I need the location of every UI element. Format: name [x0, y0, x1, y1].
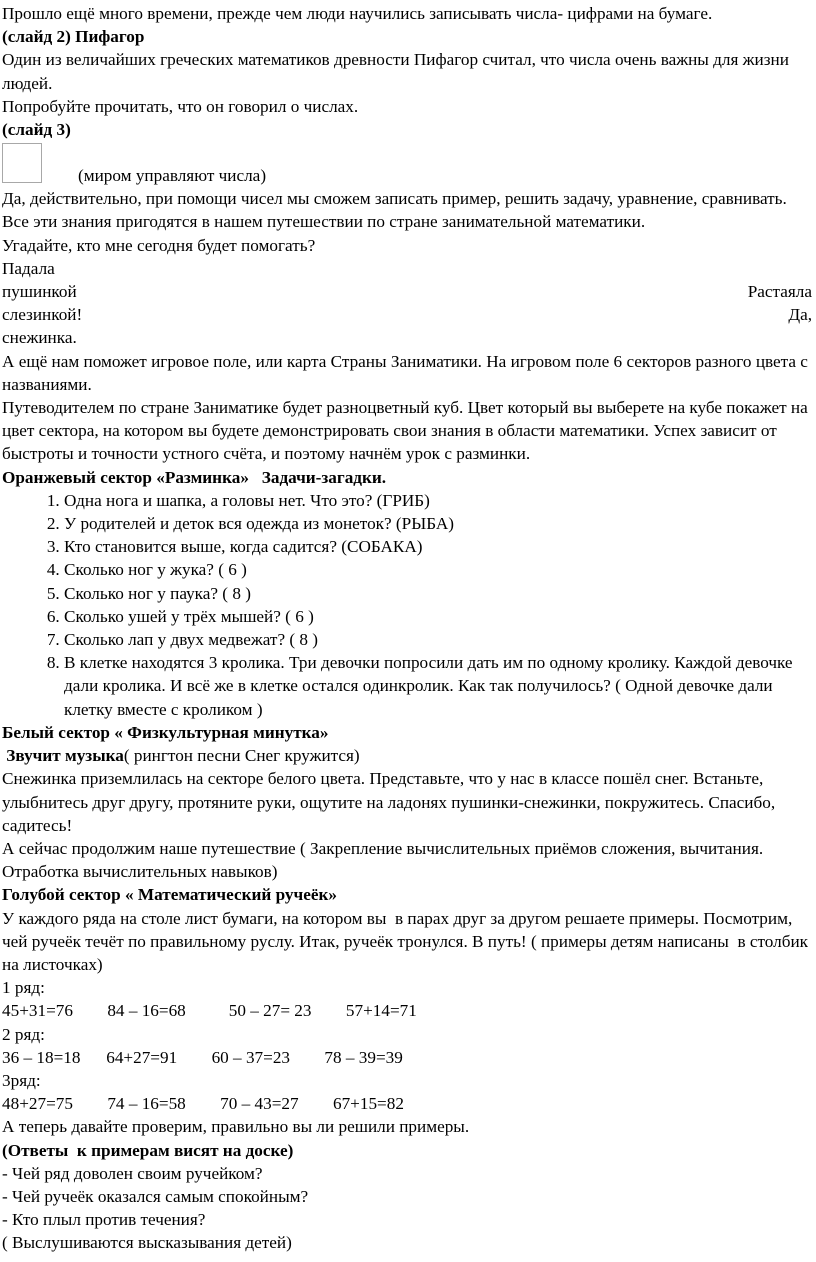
guess-paragraph: Угадайте, кто мне сегодня будет помогать?	[2, 235, 316, 255]
brook-paragraph: У каждого ряда на столе лист бумаги, на котором вы в парах друг за другом решаете примеры. Посмотрим, чей ручеёк течёт по правильному руслу. Итак, ручеёк тронулся. В путь! ( примеры детям написаны в столбик на листочках)	[2, 908, 813, 974]
numbers-paragraph: Да, действительно, при помощи чисел мы сможем записать пример, решить задачу, уравнение, сравнивать.	[2, 189, 787, 209]
snow-paragraph: Снежинка приземлилась на секторе белого цвета. Представьте, что у нас в классе пошёл снег. Встаньте, улыбнитесь друг другу, протяните руки, ощутите на ладонях пушинки-снежинки, покружитесь. Спасибо, садитесь!	[2, 769, 776, 835]
examples-block	[2, 976, 812, 1115]
riddles-list	[2, 489, 812, 721]
list-item: 4. Сколько ног у жука? ( 6 )	[64, 558, 812, 581]
list-item: 8. В клетке находятся 3 кролика. Три девочки попросили дать им по одному кролику. Каждой девочке дали кролика. И всё же в клетке остался одинкролик. Как так получилось? ( Одной девочке дали клетку вместе с кроликом )	[64, 651, 812, 721]
pythagoras-paragraph: Один из величайших греческих математиков древности Пифагор считал, что числа очень важны для жизни людей.	[2, 50, 789, 93]
music-line: Звучит музыка( рингтон песни Снег кружится)	[2, 746, 360, 766]
knowledge-paragraph: Все эти знания пригодятся в нашем путешествии по стране занимательной математики.	[2, 212, 646, 232]
list-item: 3. Кто становится выше, когда садится? (СОБАКА)	[64, 535, 812, 558]
orange-sector-heading: Оранжевый сектор «Разминка» Задачи-загадки.	[2, 467, 387, 487]
intro-paragraph: Прошло ещё много времени, прежде чем люди научились записывать числа- цифрами на бумаге.	[2, 4, 713, 23]
continue-paragraph: А сейчас продолжим наше путешествие ( Закрепление вычислительных приёмов сложения, вычитания. Отработка вычислительных навыков)	[2, 838, 764, 882]
list-item: 2. У родителей и деток вся одежда из монеток? (РЫБА)	[64, 512, 812, 535]
row-1-label: 1 ряд:	[2, 978, 45, 998]
blue-sector-heading: Голубой сектор « Математический ручеёк»	[2, 885, 337, 905]
check-paragraph: А теперь давайте проверим, правильно вы ли решили примеры.	[2, 1117, 470, 1137]
slide3-image-line	[2, 141, 812, 187]
slide3-heading: (слайд 3)	[2, 120, 71, 140]
riddle-line-2: пушинкой Растаяла	[2, 282, 812, 302]
image-caption: (миром управляют числа)	[78, 166, 267, 186]
list-item: 7. Сколько лап у двух медвежат? ( 8 )	[64, 628, 812, 651]
white-sector-heading: Белый сектор « Физкультурная минутка»	[2, 722, 329, 742]
row-3-label: 3ряд:	[2, 1070, 41, 1090]
riddle-line-3: слезинкой! Да,	[2, 305, 812, 325]
try-read-paragraph: Попробуйте прочитать, что он говорил о числах.	[2, 96, 359, 116]
game-field-paragraph: А ещё нам поможет игровое поле, или карта Страны Заниматики. На игровом поле 6 секторов разного цвета с названиями.	[2, 351, 808, 394]
question-3: - Кто плыл против течения?	[2, 1210, 206, 1230]
answers-heading: (Ответы к примерам висят на доске)	[2, 1140, 294, 1160]
row-2-label: 2 ряд:	[2, 1024, 45, 1044]
list-item: 5. Сколько ног у паука? ( 8 )	[64, 582, 812, 605]
question-2: - Чей ручеёк оказался самым спокойным?	[2, 1186, 309, 1206]
row-1-examples: 45+31=76 84 – 16=68 50 – 27= 23 57+14=71	[2, 1001, 417, 1021]
list-item: 6. Сколько ушей у трёх мышей? ( 6 )	[64, 605, 812, 628]
question-1: - Чей ряд доволен своим ручейком?	[2, 1163, 263, 1183]
closing-paragraph: ( Выслушиваются высказывания детей)	[2, 1233, 292, 1253]
slide2-heading: (слайд 2) Пифагор	[2, 27, 145, 47]
image-placeholder-icon	[2, 143, 42, 183]
riddle-line-1: Падала	[2, 258, 55, 278]
row-3-examples: 48+27=75 74 – 16=58 70 – 43=27 67+15=82	[2, 1094, 404, 1114]
list-item: 1. Одна нога и шапка, а головы нет. Что это? (ГРИБ)	[64, 489, 812, 512]
guide-paragraph: Путеводителем по стране Заниматике будет разноцветный куб. Цвет который вы выберете на кубе покажет на цвет сектора, на котором вы будете демонстрировать свои знания в области математики. Успех зависит от быстроты и точности устного счёта, и поэтому начнём урок с разминки.	[2, 398, 808, 464]
row-2-examples: 36 – 18=18 64+27=91 60 – 37=23 78 – 39=39	[2, 1047, 403, 1067]
riddle-block	[2, 257, 812, 350]
riddle-line-4: снежинка.	[2, 328, 77, 348]
